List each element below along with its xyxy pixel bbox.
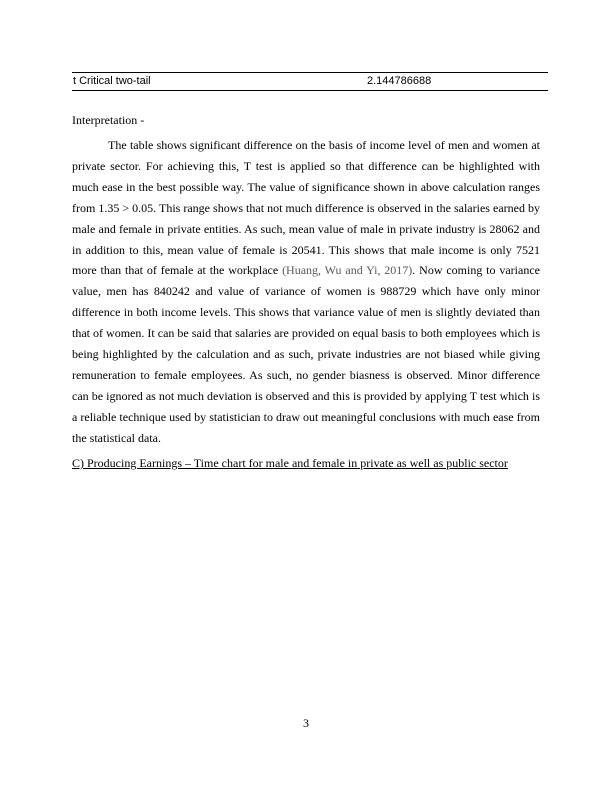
page-number: 3 <box>303 716 309 730</box>
interpretation-heading: Interpretation - <box>72 113 145 127</box>
citation: (Huang, Wu and Yi, 2017) <box>282 263 413 278</box>
paragraph-text-part1: The table shows significant difference on the basis of income level of men and women at private sector. For achieving this, T test is applied so that difference can be highlighted with much ease in the best possible way. The value of significance shown in above calculation ranges from 1.35 > 0.05. This range shows that not much difference is observed in the salaries earned by male and female in private entities. As such, mean value of male in private industry is 28062 and in addition to this, mean value of female is 20541. This shows that male income is only 7521 more than that of female at the workplace <box>72 138 540 278</box>
table-row-label: t Critical two-tail <box>73 75 151 87</box>
section-title: C) Producing Earnings – Time chart for male and female in private as well as public sector <box>72 456 508 470</box>
interpretation-paragraph <box>72 135 540 449</box>
t-test-table-fragment <box>72 72 548 91</box>
table-row <box>72 73 548 90</box>
paragraph-text-part2: . Now coming to variance value, men has 840242 and value of variance of women is 988729 which have only minor difference in both income levels. This shows that variance value of men is slightly deviated than that of women. It can be said that salaries are provided on equal basis to both employees which is being highlighted by the calculation and as such, private industries are not biased while giving remuneration to female employees. As such, no gender biasness is observed. Minor difference can be ignored as not much deviation is observed and this is provided by applying T test which is a reliable technique used by statistician to draw out meaningful conclusions with much ease from the statistical data. <box>72 263 540 445</box>
table-row-value: 2.144786688 <box>367 75 432 87</box>
